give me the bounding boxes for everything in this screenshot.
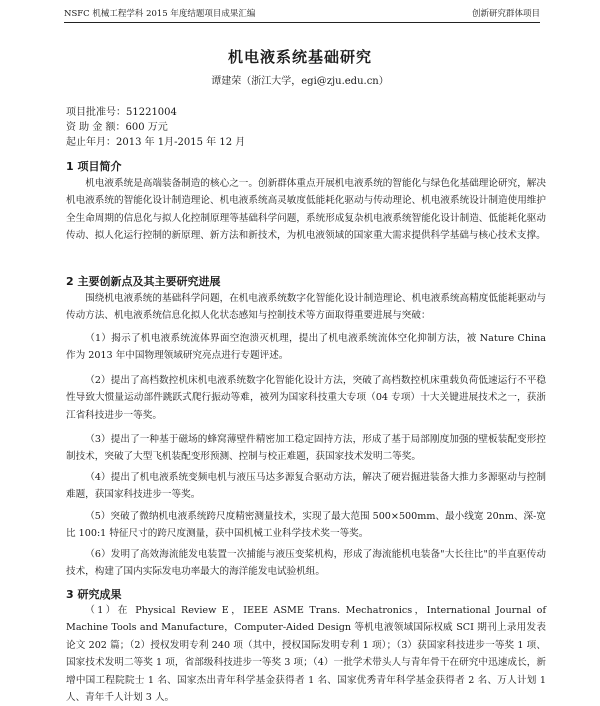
header-right-text: 创新研究群体项目 — [471, 9, 540, 19]
page-title: 机电液系统基础研究 — [227, 48, 372, 66]
progress-item-6: （6）发明了高效海流能发电装置一次捕能与液压变桨机构，形成了海流能机电装备"大长往比"的半直驱传动技术，构建了国内实际发电功率最大的海洋能发电试验机组。 — [66, 549, 546, 578]
author-line: 谭建荣（浙江大学，egi@zju.edu.cn） — [211, 76, 389, 87]
progress-item-2: （2）提出了高档数控机床机电液系统数字化智能化设计方法，突破了高档数控机床重载负荷低速运行不平稳性导致大惯量运动部件跳跃式爬行振动等难，被列为国家科技重大专项（04 专项）十大关键进展技术之一，获浙江省科技进步一等奖。 — [66, 375, 546, 421]
progress-intro-paragraph: 围绕机电液系统的基础科学问题，在机电液系统数字化智能化设计制造理论、机电液系统高精度低能耗驱动与传动方法、机电液系统信息化拟人化状态感知与控制技术等方面取得重要进展与突破： — [66, 293, 546, 322]
running-header — [64, 6, 540, 23]
section-heading-results: 3 研究成果 — [66, 588, 122, 601]
progress-item-5: （5）突破了微纳机电液系统跨尺度精密测量技术，实现了最大范围 500×500mm、最小线宽 20nm、深-宽比 100:1 特征尺寸的跨尺度测量，获中国机械工业科学技术奖一等奖。 — [66, 511, 546, 540]
progress-item-3: （3）提出了一种基于磁场的蜂窝薄壁件精密加工稳定固持方法，形成了基于局部刚度加强的壁板装配变形控制技术，突破了大型飞机装配变形预测、控制与校正难题，获国家技术发明二等奖。 — [66, 434, 546, 463]
progress-item-1: （1）揭示了机电液系统流体界面空泡溃灭机理，提出了机电液系统流体空化抑制方法，被 Nature China 作为 2013 年中国物理领域研究亮点进行专题评述。 — [66, 333, 546, 362]
project-period: 起止年月：2013 年 1月-2015 年 12 月 — [66, 137, 246, 148]
results-paragraph: （1）在 Physical Review E，IEEE ASME Trans. Mechatronics，International Journal of Machine Tools and Manufacture，Computer-Aided Design 等机电液领域国际权威 SCI 期刊上录用发表论文 202 篇；（2）授权发明专利 240 项（其中，授权国际发明专利 1 项）；（3）获国家科技进步一等奖 1 项、国家技术发明二等奖 1 项，省部级科技进步一等奖 3 项；（4）一批学术带头人与青年骨干在研究中迅速成长，新增中国工程院院士 1 名、国家杰出青年科学基金获得者 1 名、国家优秀青年科学基金获得者 2 名、万人计划 1 人、青年千人计划 3 人。 — [66, 605, 546, 704]
funding-amount: 资 助 金 额：600 万元 — [66, 122, 168, 133]
header-left-text: NSFC 机械工程学科 2015 年度结题项目成果汇编 — [64, 9, 256, 19]
progress-item-4: （4）提出了机电液系统变频电机与液压马达多源复合驱动方法，解决了硬岩掘进装备大推力多源驱动与控制难题，获国家科技进步一等奖。 — [66, 472, 546, 501]
grant-number: 项目批准号：51221004 — [66, 107, 177, 118]
section-heading-progress: 2 主要创新点及其主要研究进展 — [66, 275, 221, 288]
intro-paragraph: 机电液系统是高端装备制造的核心之一。创新群体重点开展机电液系统的智能化与绿色化基础理论研究，解决机电液系统的智能化设计制造理论、机电液系统高灵敏度低能耗化驱动与传动理论、机电液系统设计制造使用维护全生命周期的信息化与拟人化控制原理等基础科学问题，系统形成复杂机电液系统智能化设计制造、低能耗化驱动传动、拟人化运行控制的新原理、新方法和新技术，为机电液领域的国家重大需求提供科学基础与核心技术支撑。 — [66, 178, 546, 242]
section-heading-intro: 1 项目简介 — [66, 160, 122, 173]
